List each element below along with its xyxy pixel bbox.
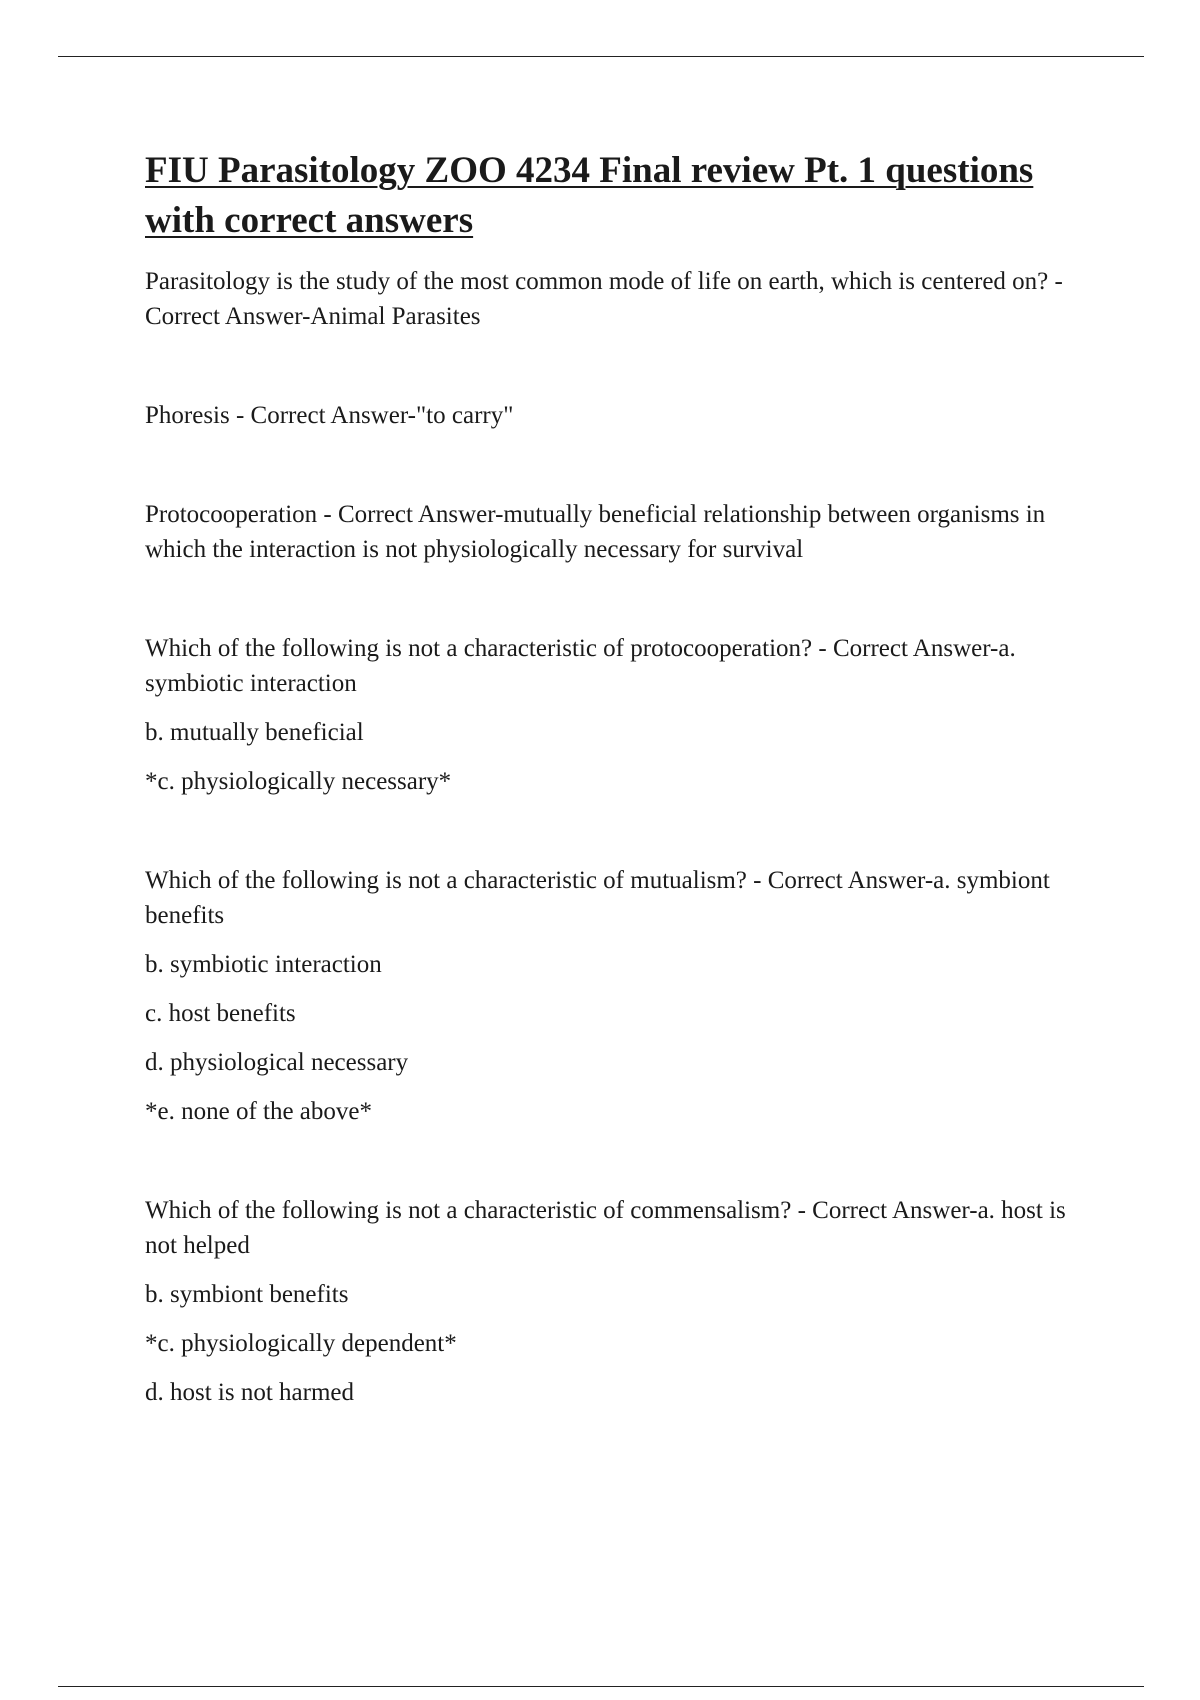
answer-option: b. symbiotic interaction: [145, 951, 382, 978]
document-title: FIU Parasitology ZOO 4234 Final review Pt. 1 questions with correct answers: [145, 150, 1034, 241]
question-text: Parasitology is the study of the most common mode of life on earth, which is centered on? - Correct Answer-Animal Parasites: [145, 268, 1063, 330]
question-text: Which of the following is not a characteristic of mutualism? - Correct Answer-a. symbiont benefits: [145, 867, 1050, 929]
header-rule: [58, 56, 1144, 57]
qa-entry-4: [145, 631, 1095, 799]
document-body: [145, 146, 1095, 1474]
answer-option-correct: *e. none of the above*: [145, 1098, 373, 1125]
answer-option-correct: *c. physiologically necessary*: [145, 768, 452, 795]
answer-option: d. host is not harmed: [145, 1379, 355, 1406]
qa-entry-3: [145, 497, 1095, 567]
answer-option: b. mutually beneficial: [145, 719, 364, 746]
answer-option: d. physiological necessary: [145, 1049, 409, 1076]
answer-option: b. symbiont benefits: [145, 1281, 349, 1308]
qa-entry-2: [145, 398, 1095, 433]
question-text: Protocooperation - Correct Answer-mutually beneficial relationship between organisms in which the interaction is not physiologically necessary for survival: [145, 501, 1046, 563]
qa-entry-1: [145, 264, 1095, 334]
qa-entry-5: [145, 863, 1095, 1129]
question-text: Which of the following is not a characteristic of commensalism? - Correct Answer-a. host is not helped: [145, 1197, 1066, 1259]
question-text: Phoresis - Correct Answer-"to carry": [145, 402, 514, 429]
footer-rule: [58, 1686, 1144, 1687]
question-text: Which of the following is not a characteristic of protocooperation? - Correct Answer-a. symbiotic interaction: [145, 635, 1016, 697]
qa-entry-6: [145, 1193, 1095, 1410]
answer-option: c. host benefits: [145, 1000, 296, 1027]
answer-option-correct: *c. physiologically dependent*: [145, 1330, 457, 1357]
